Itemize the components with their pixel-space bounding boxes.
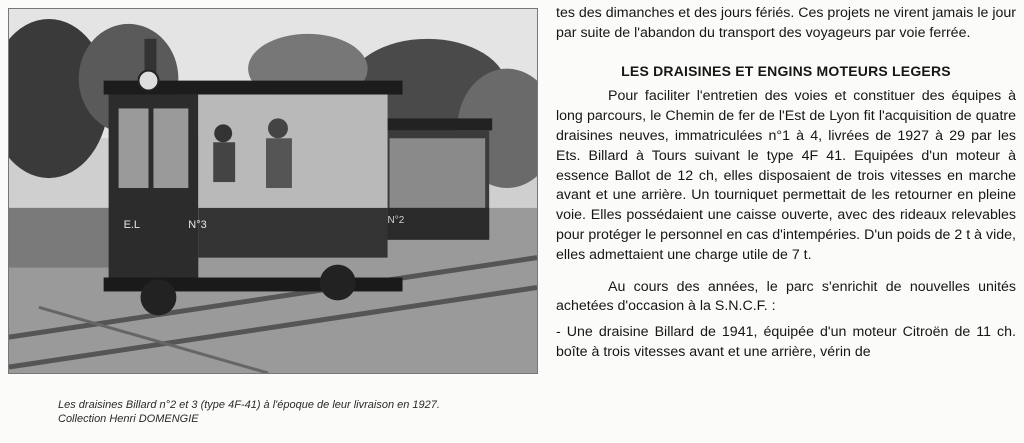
section-heading: LES DRAISINES ET ENGINS MOTEURS LEGERS (621, 62, 951, 79)
intro-paragraph: tes des dimanches et des jours fériés. Ces projets ne virent jamais le jour par suite de l'abandon du transport des voyageurs par voie ferrée. (556, 5, 1016, 41)
car-mark-el: E.L (123, 218, 141, 231)
paragraph-2: Au cours des années, le parc s'enrichit de nouvelles unités achetées d'occasion à la S.N.C.F. : (556, 278, 1016, 315)
car-mark-n3: N°3 (188, 218, 207, 231)
paragraph-1: Pour faciliter l'entretien des voies et constituer des équipes à long parcours, le Chemin de fer de l'Est de Lyon fit l'acquisition de quatre draisines neuves, immatriculées n°1 à 4, livrées de 1927 à 29 par les Ets. Billard à Tours suivant le type 4F 41. Equipées d'un moteur à essence Ballot de 12 ch, elles disposaient de trois vitesses en marche avant et une arrière. Un tourniquet permettait de les retourner en pleine voie. Elles possédaient une caisse ouverte, avec des rideaux relevables pour protéger le personnel en cas d'intempéries. D'un poids de 2 t à vide, elles admettaient une charge utile de 7 t. (556, 88, 1016, 263)
article-column (556, 4, 1016, 363)
draisine-photo-illustration (9, 9, 537, 373)
list-item-1: - Une draisine Billard de 1941, équipée d'un moteur Citroën de 11 ch. boîte à trois vitesses avant et une arrière, vérin de (556, 324, 1016, 360)
caption-line-2: Collection Henri DOMENGIE (58, 413, 199, 425)
caption-line-1: Les draisines Billard n°2 et 3 (type 4F-41) à l'époque de leur livraison en 1927. (58, 399, 440, 411)
draisine-photo (8, 8, 538, 374)
photo-caption (58, 398, 528, 426)
car-mark-n2: N°2 (387, 214, 405, 226)
